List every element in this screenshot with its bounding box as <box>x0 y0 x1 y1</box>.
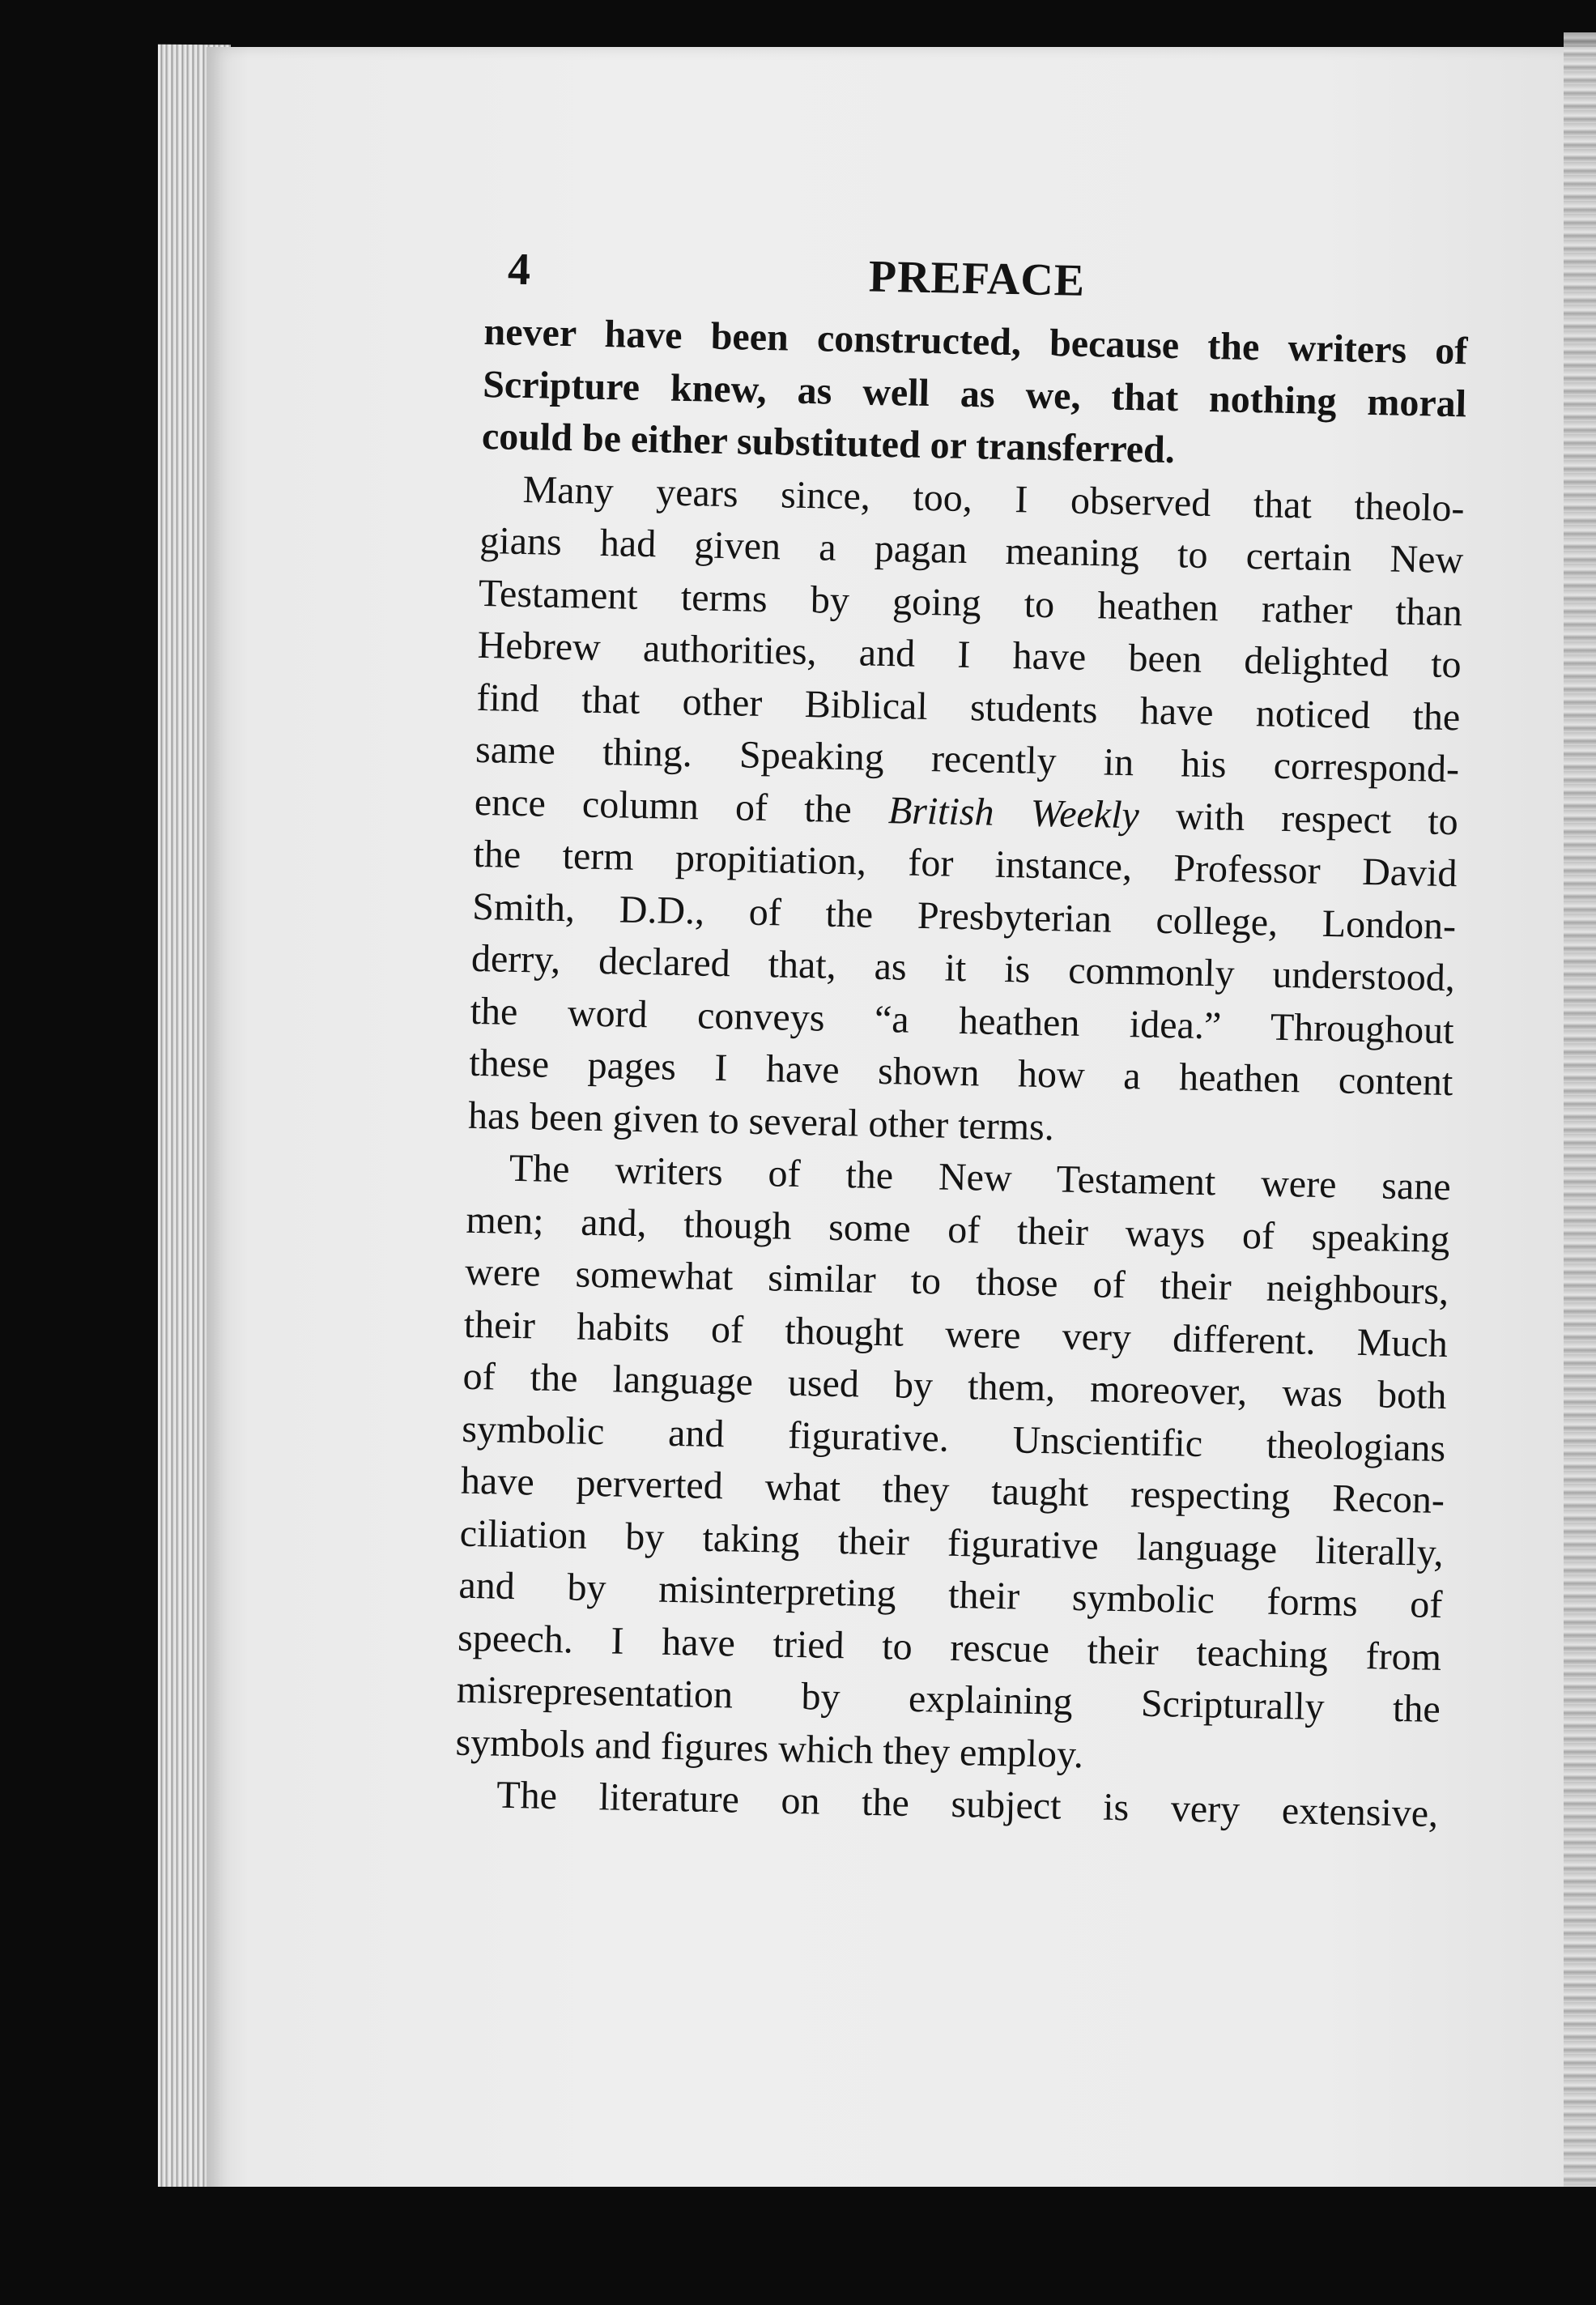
paragraph-3 <box>455 1142 1451 1788</box>
text-line: these pages I have shown how a heathen content <box>468 1041 1453 1105</box>
page-text <box>454 235 1470 1840</box>
text-fragment: ence column of the <box>474 780 853 831</box>
text-line: Smith, D.D., of the Presbyterian college, London- <box>471 884 1457 948</box>
text-line: could be either substituted or transferred. <box>481 414 1176 472</box>
text-line: has been given to several other terms. <box>467 1093 1055 1148</box>
running-title: PREFACE <box>868 251 1086 306</box>
text-line: the word conveys “a heathen idea.” Throughout <box>470 989 1455 1052</box>
text-line: The literature on the subject is very extensive, <box>496 1773 1439 1835</box>
text-line: Hebrew authorities, and I have been delighted to <box>477 623 1462 687</box>
text-line: The writers of the New Testament were sane <box>509 1146 1452 1209</box>
text-line: speech. I have tried to rescue their teaching from <box>457 1616 1442 1679</box>
periodical-title: British Weekly <box>887 788 1140 837</box>
right-page-edge <box>1564 32 1596 2219</box>
text-line: misrepresentation by explaining Scripturally the <box>456 1668 1441 1732</box>
text-line: the term propitiation, for instance, Professor David <box>473 832 1458 896</box>
text-line: and by misinterpreting their symbolic forms of <box>458 1563 1443 1627</box>
paragraph-1 <box>481 306 1468 483</box>
text-line: were somewhat similar to those of their neighbours, <box>464 1250 1449 1314</box>
page-number: 4 <box>507 244 531 296</box>
text-line: gians had given a pagan meaning to certain New <box>479 518 1464 582</box>
bottom-shadow <box>158 2187 1596 2305</box>
text-line: have perverted what they taught respecting Recon- <box>460 1459 1445 1523</box>
text-line: never have been constructed, because the writers of <box>483 309 1468 373</box>
text-fragment: with respect to <box>1175 794 1459 843</box>
paragraph-2 <box>468 462 1466 1161</box>
text-line: find that other Biblical students have noticed the <box>476 675 1461 739</box>
text-line: same thing. Speaking recently in his correspond- <box>475 727 1460 791</box>
text-line: symbols and figures which they employ. <box>455 1720 1084 1776</box>
text-line: Scripture knew, as well as we, that nothing moral <box>482 362 1467 425</box>
text-line: of the language used by them, moreover, was both <box>462 1354 1447 1418</box>
text-line: symbolic and figurative. Unscientific theologians <box>461 1407 1446 1470</box>
text-line: their habits of thought were very different. Much <box>463 1302 1449 1366</box>
text-line: ciliation by taking their figurative language literally, <box>459 1511 1445 1574</box>
text-line: Testament terms by going to heathen rather than <box>478 571 1463 634</box>
text-line: derry, declared that, as it is commonly understood, <box>470 936 1456 1000</box>
text-line: men; and, though some of their ways of speaking <box>466 1198 1450 1261</box>
text-line: Many years since, too, I observed that theolo- <box>522 467 1466 530</box>
